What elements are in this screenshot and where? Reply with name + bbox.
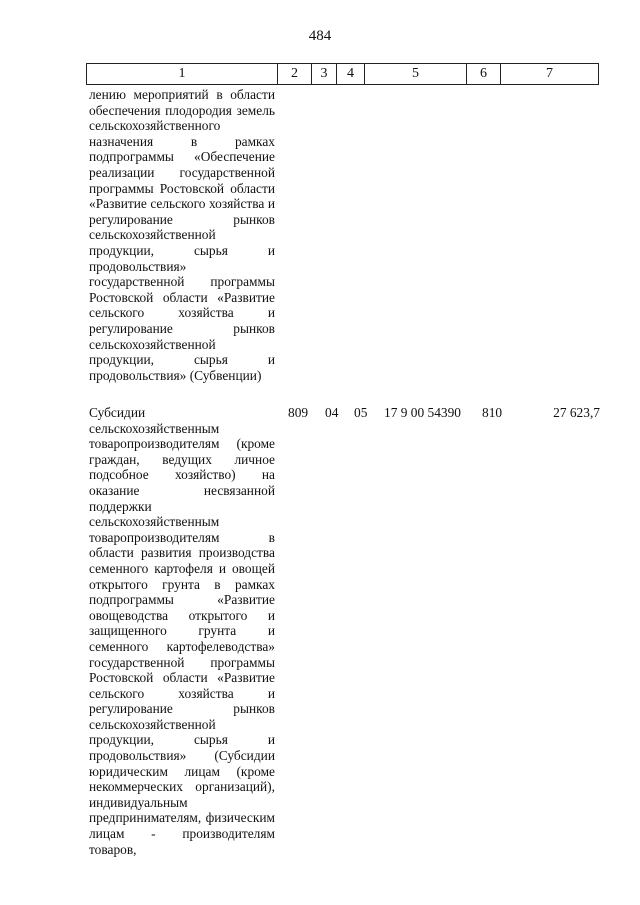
page-number: 484 <box>308 28 332 44</box>
row-1-description: лению мероприятий в области обеспечения плодородия земель сельскохозяйственного назначения в рамках подпрограммы «Обеспечение реализации государственной программы Ростовской области «Развитие сельского хозяйства и регулирование рынков сельскохозяйственной продукции, сырья и продовольствия» государственной программы Ростовской области «Развитие сельского хозяйства и регулирование рынков сельскохозяйственной продукции, сырья и продовольствия» (Субвенции) <box>89 87 275 383</box>
header-col-7: 7 <box>500 64 598 84</box>
row-2-description: Субсидии сельскохозяйственным товаропроизводителям (кроме граждан, ведущих личное подсобное хозяйство) на оказание несвязанной поддержки сельскохозяйственным товаропроизводителям в области развития производства семенного картофеля и овощей открытого грунта в рамках подпрограммы «Развитие овощеводства открытого и защищенного грунта и семенного картофелеводства» государственной программы Ростовской области «Развитие сельского хозяйства и регулирование рынков сельскохозяйственной продукции, сырья и продовольствия» (Субсидии юридическим лицам (кроме некоммерческих организаций), индивидуальным предпринимателям, физическим лицам - производителям товаров, <box>89 405 275 857</box>
header-col-2: 2 <box>277 64 311 84</box>
header-col-3: 3 <box>311 64 336 84</box>
header-col-1: 1 <box>178 66 186 81</box>
header-col-4: 4 <box>336 64 364 84</box>
row-2-col-6: 810 <box>482 405 503 420</box>
header-col-5: 5 <box>364 64 466 84</box>
header-col-6: 6 <box>466 64 500 84</box>
row-2-col-2: 809 <box>288 405 309 420</box>
row-2-col-5: 17 9 00 54390 <box>384 405 461 420</box>
row-2-col-3: 04 <box>325 405 339 420</box>
row-2-col-4: 05 <box>354 405 368 420</box>
table-header-row <box>86 63 599 85</box>
row-2-col-7: 27 623,7 <box>553 405 600 420</box>
